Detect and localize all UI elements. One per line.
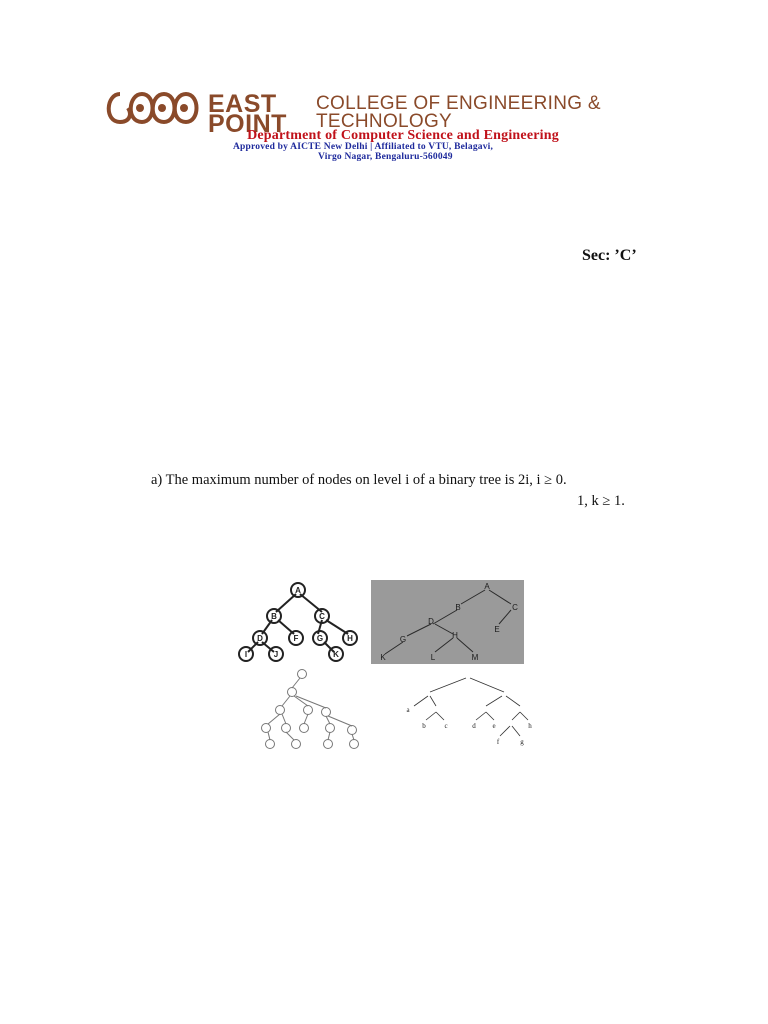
tree2-node-H: H: [452, 631, 458, 640]
tree2-node-C: C: [512, 603, 518, 612]
tree4-node-f: f: [496, 738, 500, 746]
tree2-node-G: G: [399, 635, 407, 644]
question-line-a: a) The maximum number of nodes on level i of a binary tree is 2i, i ≥ 0.: [151, 472, 567, 488]
tree4-node-d: d: [472, 722, 476, 730]
college-name-line2: TECHNOLOGY: [316, 111, 453, 132]
logo-east-text: EAST: [208, 90, 277, 118]
tree4-node-g: g: [520, 738, 524, 746]
tree2-node-A: A: [484, 582, 490, 591]
question-line-b: 1, k ≥ 1.: [577, 493, 625, 509]
tree1-node-K: K: [333, 650, 339, 659]
expression-tree-figure-4: [400, 672, 540, 752]
tree4-node-a: a: [406, 706, 410, 714]
tree1-node-F: F: [293, 634, 299, 643]
tree4-node-e: e: [492, 722, 496, 730]
binary-tree-figure-3: [254, 668, 366, 754]
tree2-node-E: E: [494, 625, 500, 634]
section-label: Sec: ’C’: [582, 247, 637, 264]
tree2-node-K: K: [380, 653, 386, 662]
binary-tree-figure-2: [371, 580, 524, 664]
college-logo-icon: [100, 88, 206, 128]
tree1-node-J: J: [273, 650, 279, 659]
college-name-line1: COLLEGE OF ENGINEERING &: [316, 93, 601, 114]
tree2-node-L: L: [430, 653, 436, 662]
tree4-node-c: c: [444, 722, 448, 730]
approval-line: Approved by AICTE New Delhi | Affiliated to VTU, Belagavi,: [233, 142, 494, 152]
binary-tree-figure-1: [238, 582, 366, 664]
logo-point-text: POINT: [208, 110, 287, 138]
tree2-node-B: B: [455, 603, 461, 612]
tree1-node-B: B: [271, 612, 277, 621]
tree4-node-b: b: [422, 722, 426, 730]
tree1-node-I: I: [244, 650, 248, 659]
tree1-node-H: H: [347, 634, 353, 643]
tree1-node-D: D: [257, 634, 263, 643]
tree1-node-A: A: [295, 586, 301, 595]
tree1-node-G: G: [316, 634, 324, 643]
tree2-node-D: D: [428, 617, 434, 626]
address-line: Virgo Nagar, Bengaluru-560049: [318, 152, 453, 162]
department-title: Department of Computer Science and Engineering: [247, 128, 559, 143]
tree2-node-M: M: [471, 653, 479, 662]
tree4-node-h: h: [528, 722, 532, 730]
tree1-node-C: C: [319, 612, 325, 621]
